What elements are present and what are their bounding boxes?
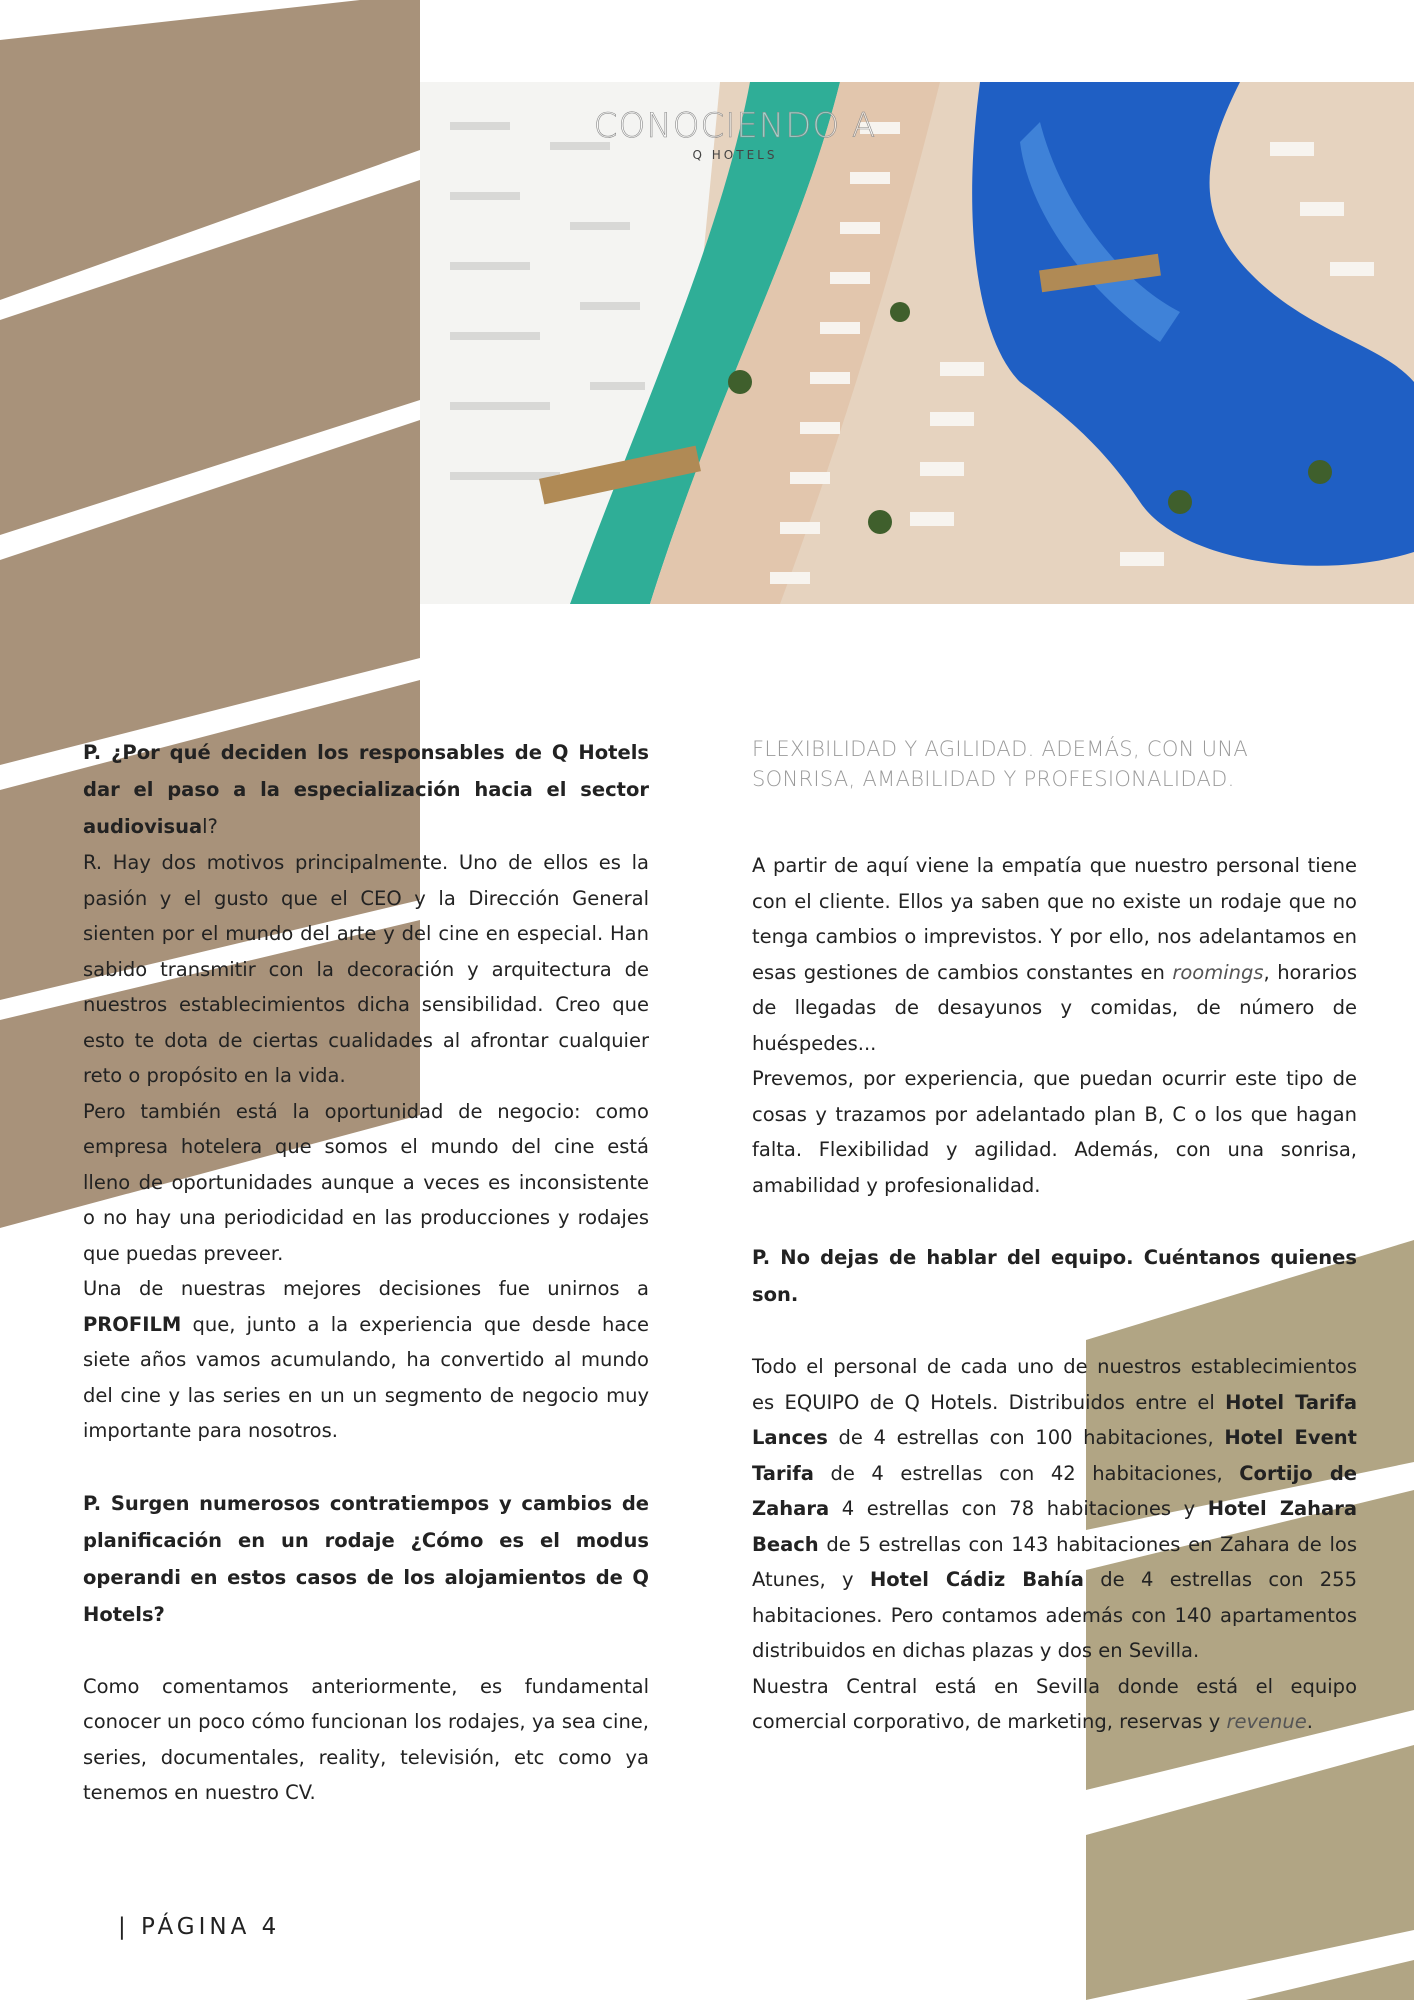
answer-3-paragraph-1 [752, 1349, 1357, 1669]
hotel-name: Hotel Cádiz Bahía [869, 1568, 1084, 1591]
text-span: de 4 estrellas con 100 habitaciones, [827, 1426, 1225, 1449]
question-3: P. No dejas de hablar del equipo. Cuéntanos quienes son. [752, 1246, 1357, 1306]
answer-2-paragraph-2 [752, 848, 1357, 1061]
answer-3-paragraph-2 [752, 1669, 1357, 1740]
text-span: Una de nuestras mejores decisiones fue unirnos a [83, 1277, 649, 1300]
left-column [83, 734, 649, 1811]
hero-subtitle: Q HOTELS [692, 148, 778, 162]
right-column [752, 734, 1357, 1740]
spacer [752, 1313, 1357, 1349]
text-span: Nuestra Central está en Sevilla donde está el equipo comercial corporativo, de marketing, reservas y [752, 1674, 1357, 1733]
pull-quote: FLEXIBILIDAD Y AGILIDAD. ADEMÁS, CON UNA SONRISA, AMABILIDAD Y PROFESIONALIDAD. [752, 737, 1249, 791]
answer-1-paragraph-2: Pero también está la oportunidad de negocio: como empresa hotelera que somos el mundo del cine está lleno de oportunidades aunque a veces es inconsistente o no hay una periodicidad en las producciones y rodajes que puedas preveer. [83, 1099, 649, 1265]
text-span: de 5 estrellas con 143 habitaciones en Zahara de los Atunes, y [752, 1532, 1357, 1591]
question-1-text: P. ¿Por qué deciden los responsables de Q Hotels dar el paso a la especialización hacia el sector audiovisua [83, 741, 649, 838]
text-span: Todo el personal de cada uno de nuestros establecimientos es EQUIPO de Q Hotels. Distribuidos entre el [752, 1355, 1357, 1414]
question-1-tail: l? [202, 815, 218, 838]
text-span: . [1306, 1710, 1313, 1733]
text-span: , horarios de llegadas de desayunos y comidas, de número de huéspedes... [752, 960, 1357, 1055]
text-span: de 4 estrellas con 42 habitaciones, [813, 1461, 1240, 1485]
hotel-name: Hotel Zahara Beach [752, 1497, 1357, 1556]
text-span: 4 estrellas con 78 habitaciones y [829, 1497, 1208, 1520]
hotel-name: Hotel Tarifa Lances [752, 1390, 1357, 1449]
roomings-italic: roomings [1172, 960, 1264, 984]
spacer [83, 1449, 649, 1485]
answer-2-paragraph-3: Prevemos, por experiencia, que puedan ocurrir este tipo de cosas y trazamos por adelantado plan B, C o los que hagan falta. Flexibilidad y agilidad. Además, con una sonrisa, amabilidad y profesionalidad. [752, 1067, 1357, 1197]
answer-1-paragraph-1: R. Hay dos motivos principalmente. Uno de ellos es la pasión y el gusto que el CEO y la Dirección General sienten por el mundo del arte y del cine en especial. Han sabido transmitir con la decoración y arquitectura de nuestros establecimientos dicha sensibilidad. Creo que esto te dota de ciertas cualidades al afrontar cualquier reto o propósito en la vida. [83, 851, 649, 1087]
spacer [752, 794, 1357, 848]
spacer [752, 1203, 1357, 1239]
hotel-name: Cortijo de Zahara [752, 1461, 1357, 1520]
profilm-bold: PROFILM [83, 1312, 182, 1336]
text-span: de 4 estrellas con 255 habitaciones. Pero contamos además con 140 apartamentos distribuidos en dichas plazas y dos en Sevilla. [752, 1568, 1357, 1662]
spacer [83, 1633, 649, 1669]
answer-2-paragraph-1: Como comentamos anteriormente, es fundamental conocer un poco cómo funcionan los rodajes, ya sea cine, series, documentales, reality, televisión, etc como ya tenemos en nuestro CV. [83, 1674, 649, 1804]
answer-1-paragraph-3 [83, 1271, 649, 1449]
hero-title: CONOCIENDO A [593, 106, 877, 146]
revenue-italic: revenue [1226, 1710, 1307, 1733]
text-span: que, junto a la experiencia que desde hace siete años vamos acumulando, ha convertido al mundo del cine y las series en un un segmento de negocio muy importante para nosotros. [83, 1312, 649, 1442]
hotel-name: Hotel Event Tarifa [752, 1426, 1358, 1485]
page-number: | PÁGINA 4 [118, 1914, 281, 1940]
question-2: P. Surgen numerosos contratiempos y cambios de planificación en un rodaje ¿Cómo es el modus operandi en estos casos de los alojamientos de Q Hotels? [83, 1491, 649, 1626]
question-1 [83, 734, 649, 845]
text-span: A partir de aquí viene la empatía que nuestro personal tiene con el cliente. Ellos ya saben que no existe un rodaje que no tenga cambios o imprevistos. Y por ello, nos adelantamos en esas gestiones de cambios constantes en [752, 854, 1357, 984]
hero-heading [420, 106, 1050, 162]
